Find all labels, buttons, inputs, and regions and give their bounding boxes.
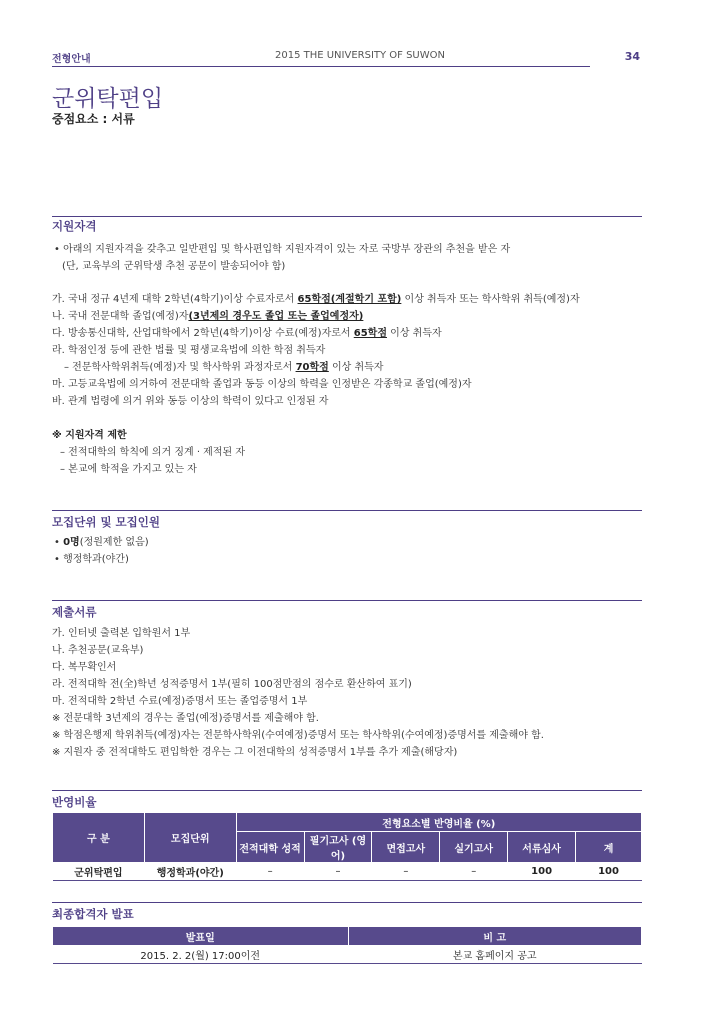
eligibility-item-da bbox=[52, 324, 442, 339]
header-note: 비 고 bbox=[348, 927, 642, 946]
document-item: 다. 복무확인서 bbox=[52, 662, 117, 673]
section-title-announce: 최종합격자 발표 bbox=[52, 907, 134, 921]
header-group: 전형요소별 반영비율 (%) bbox=[236, 813, 641, 832]
section-title-documents: 제출서류 bbox=[52, 605, 97, 619]
cell-value: – bbox=[304, 863, 372, 881]
cell-value: 100 bbox=[508, 863, 576, 881]
document-item: 가. 인터넷 출력본 입학원서 1부 bbox=[52, 628, 191, 639]
section-divider bbox=[52, 216, 642, 217]
section-title-eligibility: 지원자격 bbox=[52, 219, 97, 233]
header-divider bbox=[52, 66, 590, 67]
page-subtitle: 중점요소 : 서류 bbox=[52, 112, 135, 126]
section-divider bbox=[52, 790, 642, 791]
header-sub: 계 bbox=[576, 832, 642, 863]
cell-value: 100 bbox=[576, 863, 642, 881]
header-unit: 모집단위 bbox=[144, 813, 236, 863]
page-title: 군위탁편입 bbox=[52, 86, 164, 112]
eligibility-bullet: • 아래의 지원자격을 갖추고 일반편입 및 학사편입학 지원자격이 있는 자로 국방부 장관의 추천을 받은 자 bbox=[54, 244, 511, 255]
header-category: 구 분 bbox=[53, 813, 145, 863]
eligibility-bullet-note: (단, 교육부의 군위탁생 추천 공문이 발송되어야 함) bbox=[62, 261, 286, 272]
emphasis: 0명 bbox=[63, 537, 80, 548]
cell-value: – bbox=[372, 863, 440, 881]
emphasis: 65학점 bbox=[353, 328, 387, 339]
text: 가. 국내 정규 4년제 대학 2학년(4학기)이상 수료자로서 bbox=[52, 294, 298, 305]
section-divider bbox=[52, 510, 642, 511]
header-date: 발표일 bbox=[53, 927, 349, 946]
eligibility-item-ba: 바. 관계 법령에 의거 위와 동등 이상의 학력이 있다고 인정된 자 bbox=[52, 396, 329, 407]
emphasis: 65학점(계절학기 포함) bbox=[297, 294, 402, 305]
eligibility-item-na bbox=[52, 307, 363, 322]
emphasis: 70학점 bbox=[295, 362, 329, 373]
cell-value: – bbox=[236, 863, 304, 881]
restriction-item: – 본교에 학적을 가지고 있는 자 bbox=[60, 464, 197, 475]
recruit-item bbox=[54, 533, 149, 548]
text: (정원제한 없음) bbox=[79, 537, 149, 548]
section-divider bbox=[52, 902, 642, 903]
recruit-item: • 행정학과(야간) bbox=[54, 554, 129, 565]
section-title-ratio: 반영비율 bbox=[52, 795, 97, 809]
header-sub: 면접고사 bbox=[372, 832, 440, 863]
restriction-title: ※ 지원자격 제한 bbox=[52, 430, 127, 441]
text: 이상 취득자 bbox=[387, 328, 442, 339]
document-item: 라. 전적대학 전(全)학년 성적증명서 1부(필히 100점만점의 점수로 환산하여 표기) bbox=[52, 679, 412, 690]
emphasis: (3년제의 경우도 졸업 또는 졸업예정자) bbox=[188, 311, 364, 322]
running-header-title: 2015 THE UNIVERSITY OF SUWON bbox=[274, 50, 445, 61]
ratio-table bbox=[52, 812, 642, 881]
running-header-section: 전형안내 bbox=[52, 54, 91, 65]
text: – 전문학사학위취득(예정)자 및 학사학위 과정자로서 bbox=[64, 362, 296, 373]
text: 나. 국내 전문대학 졸업(예정)자 bbox=[52, 311, 189, 322]
eligibility-item-ma: 마. 고등교육법에 의거하여 전문대학 졸업과 동등 이상의 학력을 인정받은 각종학교 졸업(예정)자 bbox=[52, 379, 472, 390]
document-note: ※ 전문대학 3년제의 경우는 졸업(예정)증명서를 제출해야 함. bbox=[52, 713, 319, 724]
header-sub: 필기고사 (영어) bbox=[304, 832, 372, 863]
cell-value: – bbox=[440, 863, 508, 881]
text: • bbox=[54, 537, 64, 548]
cell-date: 2015. 2. 2(월) 17:00이전 bbox=[53, 946, 349, 964]
document-note: ※ 지원자 중 전적대학도 편입학한 경우는 그 이전대학의 성적증명서 1부를 추가 제출(해당자) bbox=[52, 747, 458, 758]
document-item: 마. 전적대학 2학년 수료(예정)증명서 또는 졸업증명서 1부 bbox=[52, 696, 308, 707]
header-sub: 전적대학 성적 bbox=[236, 832, 304, 863]
cell-note: 본교 홈페이지 공고 bbox=[348, 946, 642, 964]
eligibility-item-ga bbox=[52, 290, 580, 305]
eligibility-item-ra: 라. 학점인정 등에 관한 법률 및 평생교육법에 의한 학점 취득자 bbox=[52, 345, 326, 356]
header-sub: 서류심사 bbox=[508, 832, 576, 863]
page-number: 34 bbox=[624, 50, 640, 63]
cell-category: 군위탁편입 bbox=[53, 863, 145, 881]
text: 이상 취득자 또는 학사학위 취득(예정)자 bbox=[401, 294, 580, 305]
section-divider bbox=[52, 600, 642, 601]
text: 다. 방송통신대학, 산업대학에서 2학년(4학기)이상 수료(예정)자로서 bbox=[52, 328, 354, 339]
cell-unit: 행정학과(야간) bbox=[144, 863, 236, 881]
text: 이상 취득자 bbox=[328, 362, 384, 373]
header-sub: 실기고사 bbox=[440, 832, 508, 863]
restriction-item: – 전적대학의 학칙에 의거 징계 · 제적된 자 bbox=[60, 447, 245, 458]
eligibility-item-ra-sub bbox=[64, 358, 383, 373]
announce-table bbox=[52, 926, 642, 964]
table-row bbox=[53, 863, 642, 881]
document-note: ※ 학점은행제 학위취득(예정)자는 전문학사학위(수여예정)증명서 또는 학사학위(수여예정)증명서를 제출해야 함. bbox=[52, 730, 544, 741]
section-title-recruit: 모집단위 및 모집인원 bbox=[52, 515, 160, 529]
document-item: 나. 추천공문(교육부) bbox=[52, 645, 144, 656]
table-row bbox=[53, 946, 642, 964]
